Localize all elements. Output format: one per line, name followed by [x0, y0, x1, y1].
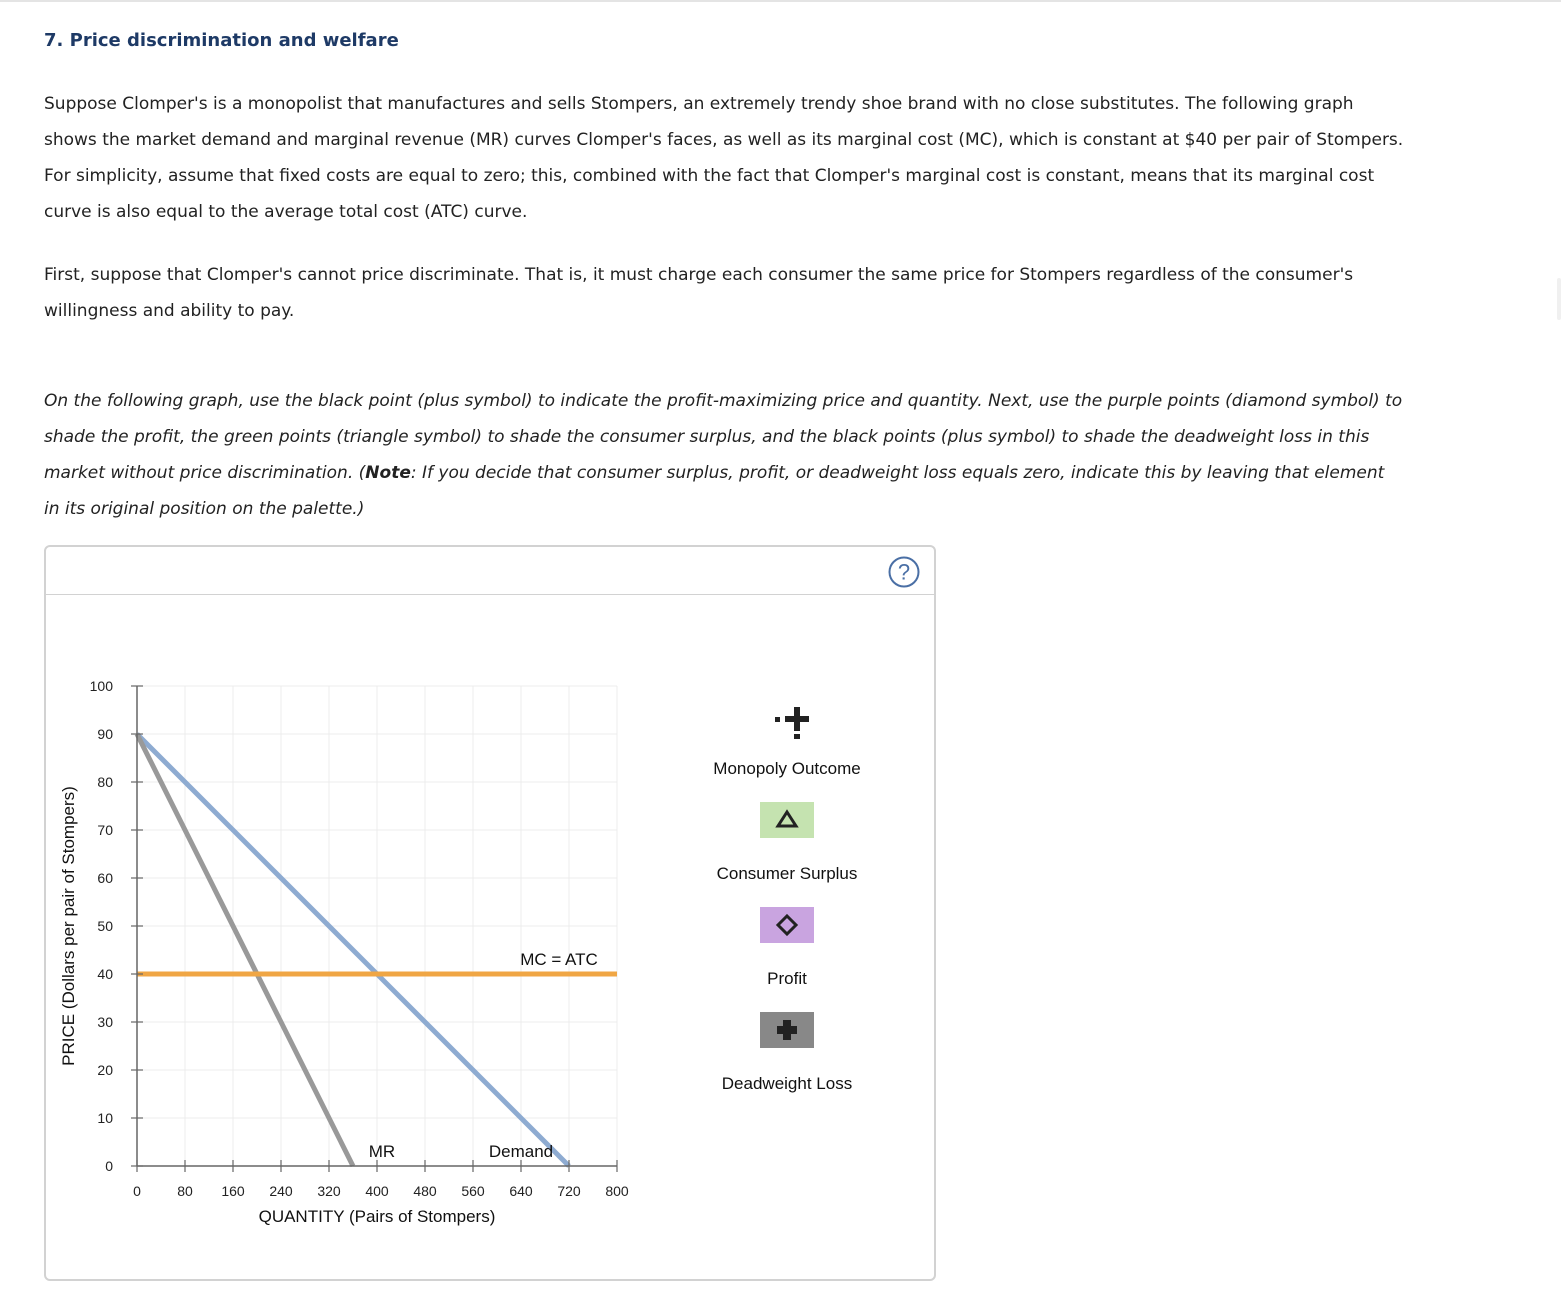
monopoly-outcome-label: Monopoly Outcome: [713, 759, 861, 778]
x-tick-label: 480: [413, 1183, 437, 1199]
y-tick-label: 40: [97, 966, 113, 982]
y-tick-label: 100: [89, 678, 113, 694]
y-tick-label: 20: [97, 1062, 113, 1078]
x-tick-label: 240: [269, 1183, 293, 1199]
x-tick-label: 560: [461, 1183, 485, 1199]
instructions-paragraph: [44, 383, 1404, 527]
y-tick-label: 50: [97, 918, 113, 934]
top-divider: [0, 0, 1561, 2]
demand-line: [137, 734, 569, 1166]
consumer-surplus-tool[interactable]: [760, 802, 814, 838]
monopoly-outcome-tool[interactable]: [756, 707, 816, 743]
instructions-note: Note: [365, 463, 411, 483]
x-tick-label: 400: [365, 1183, 389, 1199]
triangle-icon: [760, 802, 814, 838]
x-tick-label: 720: [557, 1183, 581, 1199]
x-axis-label: QUANTITY (Pairs of Stompers): [258, 1207, 496, 1226]
axes: [131, 686, 617, 1172]
scroll-edge[interactable]: [1557, 278, 1561, 320]
intro-paragraph: Suppose Clomper's is a monopolist that manufactures and sells Stompers, an extremely trendy shoe brand with no close substitutes. The following graph shows the market demand and marginal revenue (MR) curves Clomper's faces, as well as its marginal cost (MC), which is constant at $40 per pair of Stompers. For simplicity, assume that fixed costs are equal to zero; this, combined with the fact that Clomper's marginal cost is constant, means that its marginal cost curve is also equal to the average total cost (ATC) curve.: [44, 94, 1404, 222]
x-tick-label: 800: [605, 1183, 629, 1199]
y-tick-label: 30: [97, 1014, 113, 1030]
y-axis-label: PRICE (Dollars per pair of Stompers): [59, 786, 78, 1066]
x-tick-label: 0: [133, 1183, 141, 1199]
mr-label: MR: [368, 1142, 396, 1161]
help-mark: ?: [897, 559, 911, 585]
assumption-paragraph: First, suppose that Clomper's cannot price discriminate. That is, it must charge each consumer the same price for Stompers regardless of the consumer's willingness and ability to pay.: [44, 265, 1354, 321]
grid-lines: [137, 686, 617, 1166]
profit-tool[interactable]: [760, 907, 814, 943]
demand-label: Demand: [488, 1142, 554, 1161]
profit-label: Profit: [767, 969, 807, 988]
y-tick-label: 0: [105, 1158, 113, 1174]
mc-atc-label: MC = ATC: [520, 950, 598, 969]
y-tick-label: 60: [97, 870, 113, 886]
graph-panel: [44, 545, 936, 1281]
plus-icon: [756, 707, 816, 743]
instructions-text-1: On the following graph, use the black point (plus symbol) to indicate the profit-maximizing price and quantity. Next, use the purple points (diamond symbol) to shade the profit, the green points (triangle symbol) to shade the consumer surplus, and the black points (plus symbol) to shade the deadweight loss in this market without price discrimination. (: [44, 391, 1403, 483]
consumer-surplus-label: Consumer Surplus: [716, 864, 858, 883]
x-tick-label: 320: [317, 1183, 341, 1199]
diamond-icon: [760, 907, 814, 943]
plus-icon: [760, 1012, 814, 1048]
question-title: 7. Price discrimination and welfare: [44, 30, 399, 51]
x-tick-label: 640: [509, 1183, 533, 1199]
y-tick-label: 90: [97, 726, 113, 742]
y-tick-label: 10: [97, 1110, 113, 1126]
x-tick-label: 80: [177, 1183, 193, 1199]
deadweight-loss-tool[interactable]: [760, 1012, 814, 1048]
y-tick-label: 80: [97, 774, 113, 790]
y-tick-label: 70: [97, 822, 113, 838]
deadweight-loss-label: Deadweight Loss: [721, 1074, 853, 1093]
x-tick-label: 160: [221, 1183, 245, 1199]
mr-line: [137, 734, 353, 1166]
instructions-text-2: : If you decide that consumer surplus, profit, or deadweight loss equals zero, indicate this by leaving that element in its original position on the palette.): [44, 463, 1385, 519]
